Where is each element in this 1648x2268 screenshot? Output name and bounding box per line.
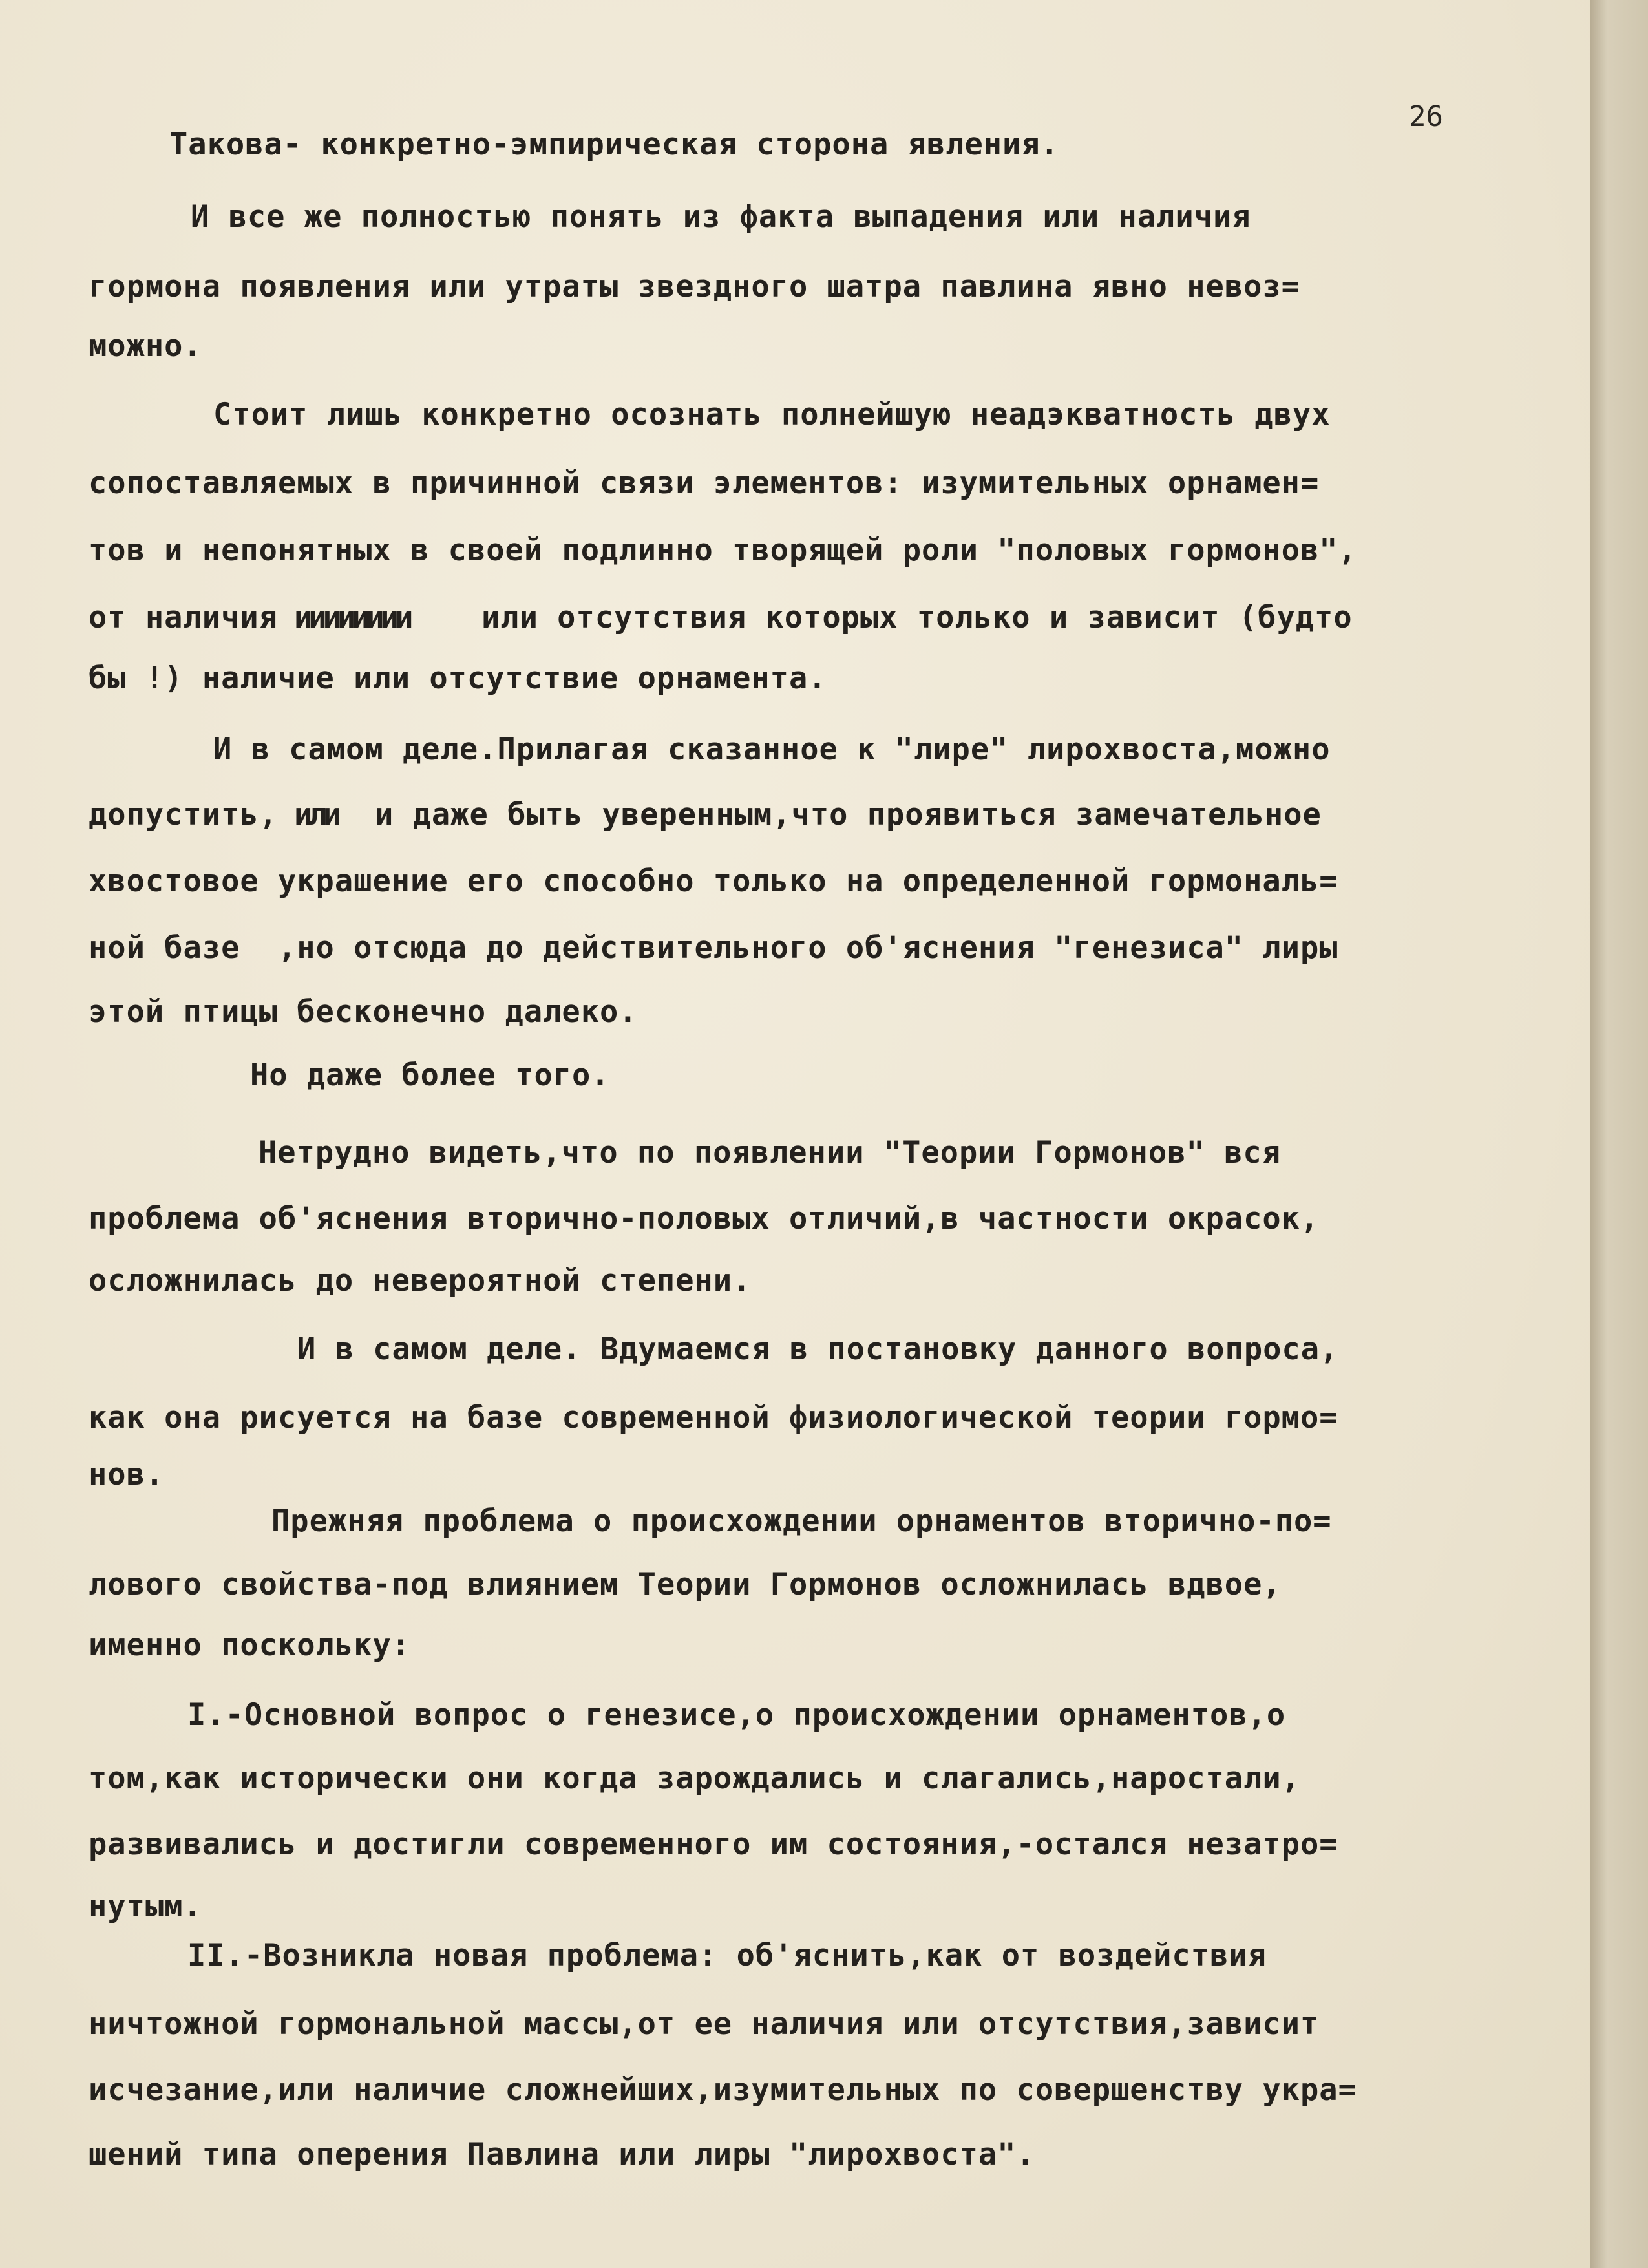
text-line: гормона появления или утраты звездного шатра павлина явно невоз= bbox=[89, 269, 1300, 304]
text-line: этой птицы бесконечно далеко. bbox=[89, 994, 638, 1030]
text-line: ничтожной гормональной массы,от ее наличия или отсутствия,зависит bbox=[89, 2006, 1320, 2042]
text-line: Стоит лишь конкретно осознать полнейшую неадэкватность двух bbox=[213, 397, 1331, 432]
text-line: можно. bbox=[89, 328, 202, 364]
text-line: том,как исторически они когда зарождались и слагались,наростали, bbox=[89, 1761, 1300, 1796]
text-line: и даже быть уверенным,что проявиться замечательное bbox=[375, 797, 1322, 832]
text-line: хвостовое украшение его способно только на определенной гормональ= bbox=[89, 864, 1338, 899]
text-line: как она рисуется на базе современной физиологической теории гормо= bbox=[89, 1400, 1338, 1436]
text-line: ной базе ,но отсюда до действительного об'яснения "генезиса" лиры bbox=[89, 930, 1338, 966]
struck-out-text: ииииииии bbox=[294, 600, 410, 635]
text-line: Нетрудно видеть,что по появлении "Теории Гормонов" вся bbox=[259, 1135, 1282, 1171]
text-line: проблема об'яснения вторично-половых отличий,в частности окрасок, bbox=[89, 1201, 1320, 1236]
text-line: лового свойства-под влиянием Теории Гормонов осложнилась вдвое, bbox=[89, 1567, 1282, 1602]
text-line: от наличия bbox=[89, 600, 278, 635]
text-line: И все же полностью понять из факта выпадения или наличия bbox=[191, 199, 1251, 235]
page-number: 26 bbox=[1409, 100, 1443, 133]
text-line: шений типа оперения Павлина или лиры "лирохвоста". bbox=[89, 2137, 1035, 2172]
text-line: И в самом деле. Вдумаемся в постановку данного вопроса, bbox=[297, 1331, 1339, 1367]
text-line: или отсутствия которых только и зависит (будто bbox=[481, 600, 1353, 635]
struck-out-text: или bbox=[294, 797, 337, 832]
text-line: Прежняя проблема о происхождении орнаментов вторично-по= bbox=[271, 1503, 1332, 1539]
text-line: нутым. bbox=[89, 1889, 202, 1924]
text-line: сопоставляемых в причинной связи элементов: изумительных орнамен= bbox=[89, 465, 1320, 501]
text-line: допустить, bbox=[89, 797, 278, 832]
text-line: Но даже более того. bbox=[250, 1057, 610, 1093]
text-line: исчезание,или наличие сложнейших,изумительных по совершенству укра= bbox=[89, 2072, 1357, 2108]
text-line: бы !) наличие или отсутствие орнамента. bbox=[89, 661, 827, 696]
page-edge-shadow bbox=[1590, 0, 1648, 2268]
text-line: II.-Возникла новая проблема: об'яснить,как от воздействия bbox=[187, 1938, 1267, 1973]
text-line: именно поскольку: bbox=[89, 1627, 411, 1663]
text-line: нов. bbox=[89, 1457, 165, 1492]
text-line: развивались и достигли современного им состояния,-остался незатро= bbox=[89, 1827, 1338, 1862]
text-line: осложнилась до невероятной степени. bbox=[89, 1263, 752, 1298]
text-line: тов и непонятных в своей подлинно творящей роли "половых гормонов", bbox=[89, 533, 1357, 568]
text-line: I.-Основной вопрос о генезисе,о происхождении орнаментов,о bbox=[187, 1697, 1286, 1733]
text-line: И в самом деле.Прилагая сказанное к "лире" лирохвоста,можно bbox=[213, 732, 1331, 767]
text-line: Такова- конкретно-эмпирическая сторона явления. bbox=[169, 127, 1059, 162]
